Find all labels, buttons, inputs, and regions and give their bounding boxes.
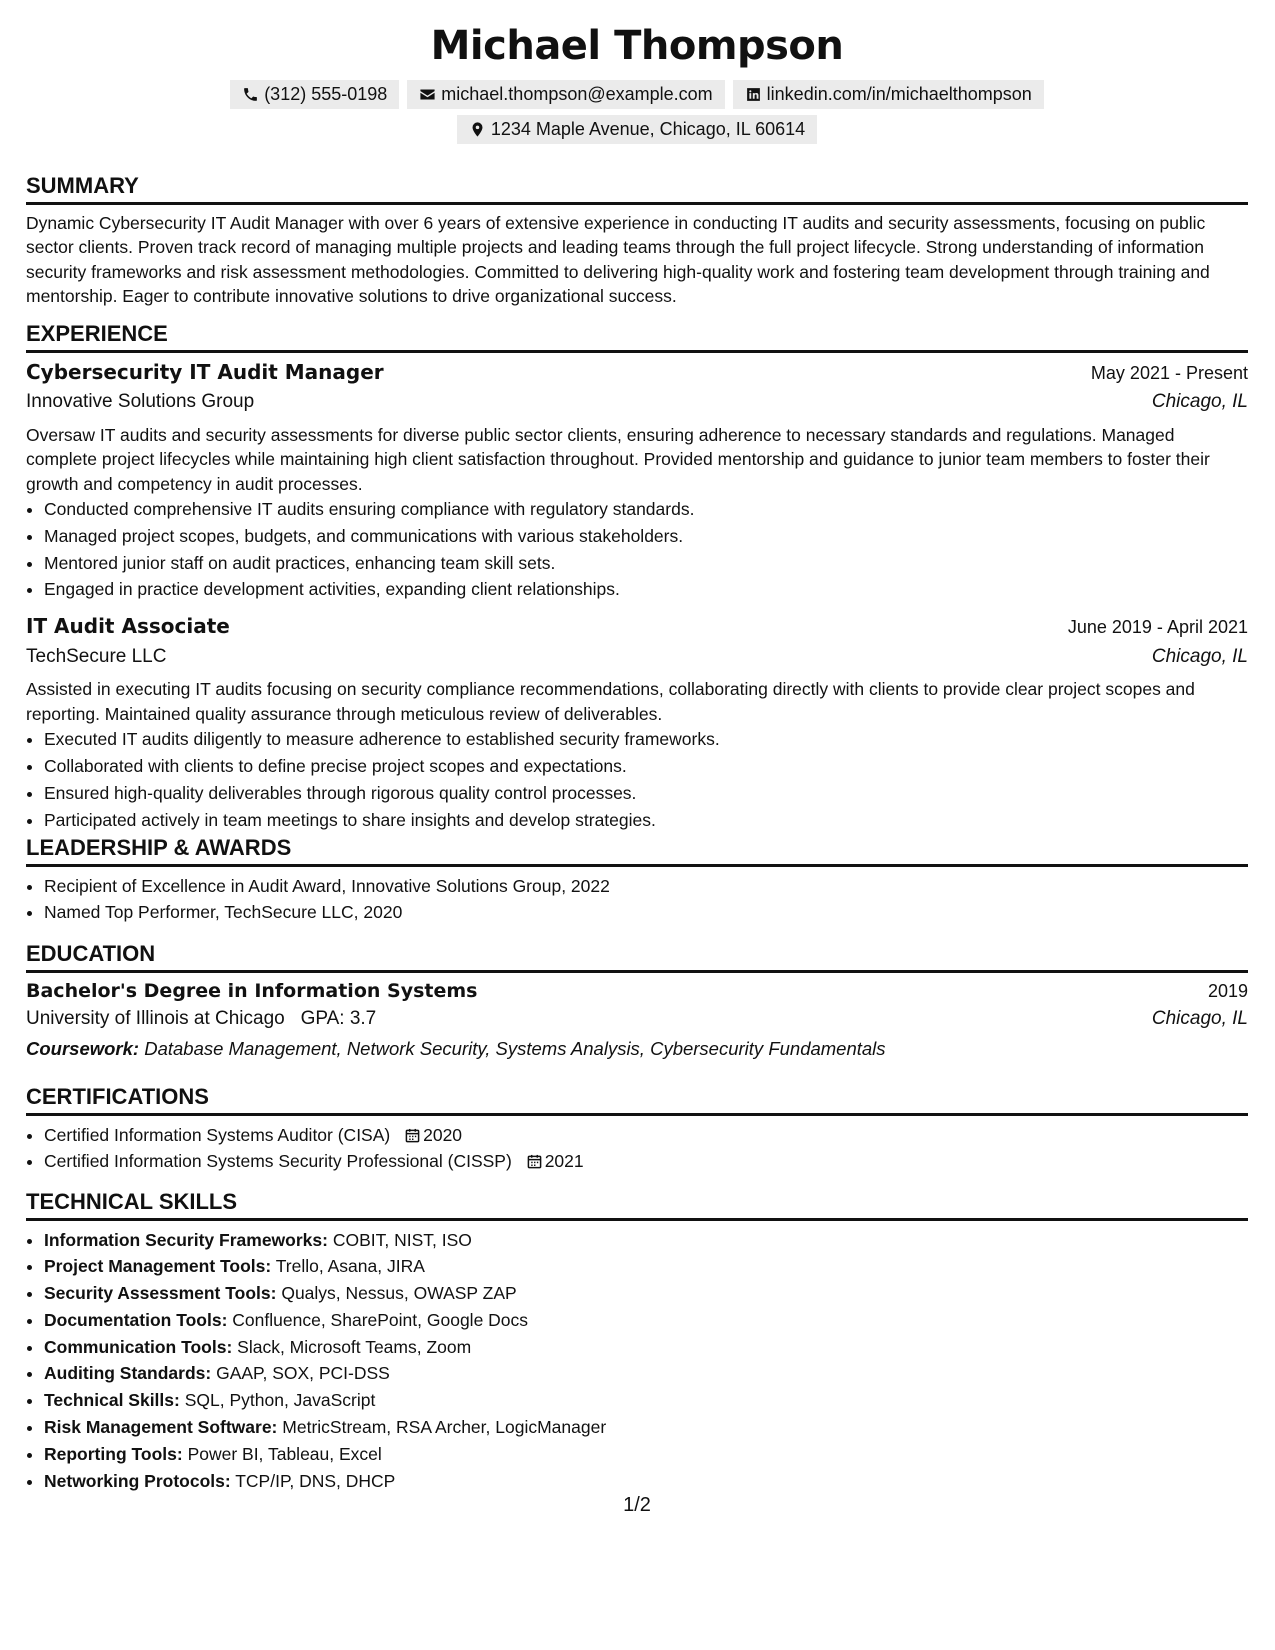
list-item: • Executed IT audits diligently to measure adherence to established security frameworks. [44,726,1248,753]
list-item [44,1360,1248,1387]
address-chip [457,115,817,144]
summary-section [26,172,1248,309]
awards-list [26,873,1248,927]
linkedin-text: linkedin.com/in/michaelthompson [766,83,1032,104]
certification-name: Certified Information Systems Auditor (CISA) [44,1124,391,1145]
skill-label: Information Security Frameworks: [44,1229,328,1250]
job-title: IT Audit Associate [26,614,230,639]
calendar-icon [405,1128,420,1143]
list-item: • Ensured high-quality deliverables through rigorous quality control processes. [44,780,1248,807]
list-item [44,1148,1248,1175]
job-dates: June 2019 - April 2021 [1067,617,1248,638]
list-item: • Mentored junior staff on audit practices, enhancing team skill sets. [44,550,1248,577]
job-entry [26,613,1248,833]
list-item [44,1387,1248,1414]
list-item: • Recipient of Excellence in Audit Award, Innovative Solutions Group, 2022 [44,873,1248,900]
degree-name: Bachelor's Degree in Information Systems [26,979,478,1002]
job-description: Assisted in executing IT audits focusing on security compliance recommendations, collaborating directly with clients to provide clear project scopes and reporting. Maintained quality assurance through meticulous review of deliverables. [26,679,1195,724]
list-item: • Collaborated with clients to define precise project scopes and expectations. [44,753,1248,780]
skill-value: MetricStream, RSA Archer, LogicManager [282,1417,607,1438]
skill-label: Communication Tools: [44,1336,233,1357]
skill-value: Power BI, Tableau, Excel [187,1443,382,1464]
email-chip[interactable] [407,80,724,109]
job-entry [26,359,1248,604]
skill-label: Networking Protocols: [44,1470,231,1491]
linkedin-chip[interactable] [733,80,1044,109]
list-item [44,1441,1248,1468]
phone-text: (312) 555-0198 [264,83,388,104]
linkedin-icon [745,86,762,103]
graduation-year: 2019 [1207,980,1248,1001]
certification-date [395,1125,462,1145]
job-location: Chicago, IL [1151,645,1248,667]
skills-heading: TECHNICAL SKILLS [26,1188,1248,1221]
job-header [26,613,1248,639]
envelope-icon [419,86,436,103]
skill-value: TCP/IP, DNS, DHCP [235,1470,396,1491]
skill-value: COBIT, NIST, ISO [332,1229,472,1250]
skill-value: Trello, Asana, JIRA [275,1256,425,1277]
address-text: 1234 Maple Avenue, Chicago, IL 60614 [490,118,806,139]
list-item: • Participated actively in team meetings to share insights and develop strategies. [44,807,1248,834]
list-item [44,1307,1248,1334]
certification-date [517,1151,584,1171]
candidate-name: Michael Thompson [430,23,844,69]
skill-label: Risk Management Software: [44,1417,278,1438]
list-item [44,1280,1248,1307]
contact-row [26,80,1248,109]
skill-value: SQL, Python, JavaScript [184,1390,376,1411]
job-subheader [26,645,1248,670]
job-bullets [26,496,1248,603]
job-description: Oversaw IT audits and security assessments for diverse public sector clients, ensuring adherence to necessary standards and regulations. Managed complete project lifecycles while maintaining high client satisfaction throughout. Provided mentorship and guidance to junior team members to foster their growth and competency in audit processes. [26,424,1210,494]
skills-section [26,1188,1248,1494]
skill-label: Security Assessment Tools: [44,1283,277,1304]
list-item [44,1122,1248,1149]
skill-label: Technical Skills: [44,1390,180,1411]
job-location: Chicago, IL [1151,390,1248,412]
list-item: • Conducted comprehensive IT audits ensuring compliance with regulatory standards. [44,496,1248,523]
summary-text: Dynamic Cybersecurity IT Audit Manager with over 6 years of extensive experience in conducting IT audits and security assessments, focusing on public sector clients. Proven track record of managing multiple projects and leading teams through the full project lifecycle. Strong understanding of information security frameworks and risk assessment methodologies. Committed to delivering high-quality work and fostering team development through training and mentorship. Eager to contribute innovative solutions to drive organizational success. [26,212,1210,306]
education-header [26,979,1248,1004]
certifications-section [26,1083,1248,1175]
list-item [44,1227,1248,1254]
job-company: Innovative Solutions Group [26,390,255,412]
page-number: 1/2 [623,1494,651,1516]
certification-name: Certified Information Systems Security Professional (CISSP) [44,1151,512,1172]
skill-value: Qualys, Nessus, OWASP ZAP [281,1283,517,1304]
school-name: University of Illinois at Chicago [26,1008,285,1030]
list-item [44,1334,1248,1361]
skill-label: Project Management Tools: [44,1256,272,1277]
school-line [26,1007,376,1032]
awards-section [26,834,1248,926]
job-subheader [26,390,1248,415]
job-dates: May 2021 - Present [1090,362,1248,383]
list-item: • Named Top Performer, TechSecure LLC, 2020 [44,899,1248,926]
education-section [26,940,1248,1061]
skill-value: GAAP, SOX, PCI-DSS [216,1363,390,1384]
coursework-text: Database Management, Network Security, Systems Analysis, Cybersecurity Fundamentals [144,1037,886,1059]
address-row [26,115,1248,144]
experience-heading: EXPERIENCE [26,320,1248,353]
skill-value: Slack, Microsoft Teams, Zoom [237,1336,472,1357]
calendar-icon [527,1154,542,1169]
list-item: • Managed project scopes, budgets, and communications with various stakeholders. [44,523,1248,550]
awards-heading: LEADERSHIP & AWARDS [26,834,1248,867]
list-item [44,1468,1248,1495]
education-subheader [26,1007,1248,1032]
email-text: michael.thompson@example.com [441,83,713,104]
list-item [44,1414,1248,1441]
phone-icon [242,86,259,103]
school-location: Chicago, IL [1151,1008,1248,1030]
coursework-label: Coursework: [26,1037,140,1059]
gpa: GPA: 3.7 [300,1008,377,1030]
experience-section [26,320,1248,834]
certification-year: 2021 [544,1151,584,1172]
job-company: TechSecure LLC [26,645,167,667]
summary-heading: SUMMARY [26,172,1248,205]
skill-label: Reporting Tools: [44,1443,183,1464]
skill-label: Documentation Tools: [44,1309,228,1330]
skill-label: Auditing Standards: [44,1363,212,1384]
job-header [26,359,1248,385]
certifications-list [26,1122,1248,1176]
phone-chip [230,80,399,109]
coursework-line [26,1037,1248,1061]
education-heading: EDUCATION [26,940,1248,973]
resume-page [26,0,1248,1650]
skill-value: Confluence, SharePoint, Google Docs [232,1309,529,1330]
certification-year: 2020 [423,1124,463,1145]
skills-list [26,1227,1248,1495]
job-bullets [26,726,1248,833]
list-item: • Engaged in practice development activities, expanding client relationships. [44,576,1248,603]
list-item [44,1253,1248,1280]
map-marker-icon [469,121,486,138]
job-title: Cybersecurity IT Audit Manager [26,359,384,384]
certifications-heading: CERTIFICATIONS [26,1083,1248,1116]
